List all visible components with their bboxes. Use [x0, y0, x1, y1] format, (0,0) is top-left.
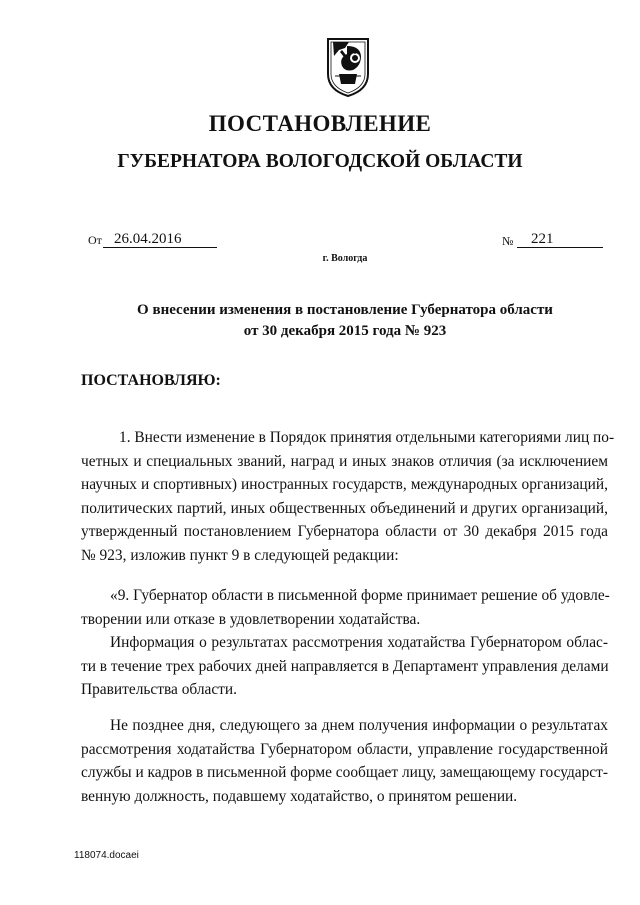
document-title: ПОСТАНОВЛЕНИЕ: [208, 111, 432, 136]
paragraph-line: рассмотрения ходатайства Губернатором области, управление государственной: [81, 740, 608, 758]
paragraph-line: утвержденный постановлением Губернатора области от 30 декабря 2015 года: [81, 523, 608, 541]
date-label: От: [88, 233, 102, 247]
document-subtitle: ГУБЕРНАТОРА ВОЛОГОДСКОЙ ОБЛАСТИ: [117, 151, 523, 172]
paragraph-line: службы и кадров в письменной форме сообщает лицу, замещающему государст-: [81, 764, 608, 782]
document-number: 221: [531, 231, 554, 247]
paragraph-1: [81, 426, 615, 568]
paragraph-line: Информация о результатах рассмотрения ходатайства Губернатором облас-: [110, 634, 608, 651]
paragraph-line: «9. Губернатор области в письменной форме принимает решение об удовле-: [110, 587, 610, 604]
paragraph-2: [81, 584, 608, 631]
paragraph-line: научных и спортивных) иностранных государств, международных организаций,: [81, 476, 608, 494]
number-label: №: [502, 234, 514, 248]
file-reference: 118074.docaei: [74, 850, 139, 861]
paragraph-line: творении или отказе в удовлетворении ходатайства.: [81, 610, 421, 628]
subject-line-1: О внесении изменения в постановление Губернатора области: [137, 302, 553, 318]
coat-of-arms-icon: [325, 34, 371, 98]
subject-line-2: от 30 декабря 2015 года № 923: [243, 323, 447, 339]
document-subject: [0, 300, 640, 342]
paragraph-4: [81, 714, 608, 808]
number-underline: [517, 232, 603, 248]
paragraph-line: № 923, изложив пункт 9 в следующей редакции:: [81, 546, 399, 564]
paragraph-line: 1. Внести изменение в Порядок принятия отдельными категориями лиц по-: [119, 429, 615, 446]
paragraph-line: ти в течение трех рабочих дней направляется в Департамент управления делами: [81, 657, 609, 675]
document-date: 26.04.2016: [114, 231, 182, 247]
paragraph-line: Правительства области.: [81, 681, 237, 699]
city-label: г. Вологда: [322, 253, 368, 264]
paragraph-line: четных и специальных званий, наград и иных знаков отличия (за исключением: [81, 452, 608, 470]
paragraph-line: Не позднее дня, следующего за днем получения информации о результатах: [110, 717, 608, 734]
paragraph-line: венную должность, подавшему ходатайство, о принятом решении.: [81, 787, 518, 805]
paragraph-line: политических партий, иных общественных объединений и других организаций,: [81, 499, 608, 517]
paragraph-3: [81, 631, 608, 702]
decree-word: ПОСТАНОВЛЯЮ:: [81, 372, 221, 389]
